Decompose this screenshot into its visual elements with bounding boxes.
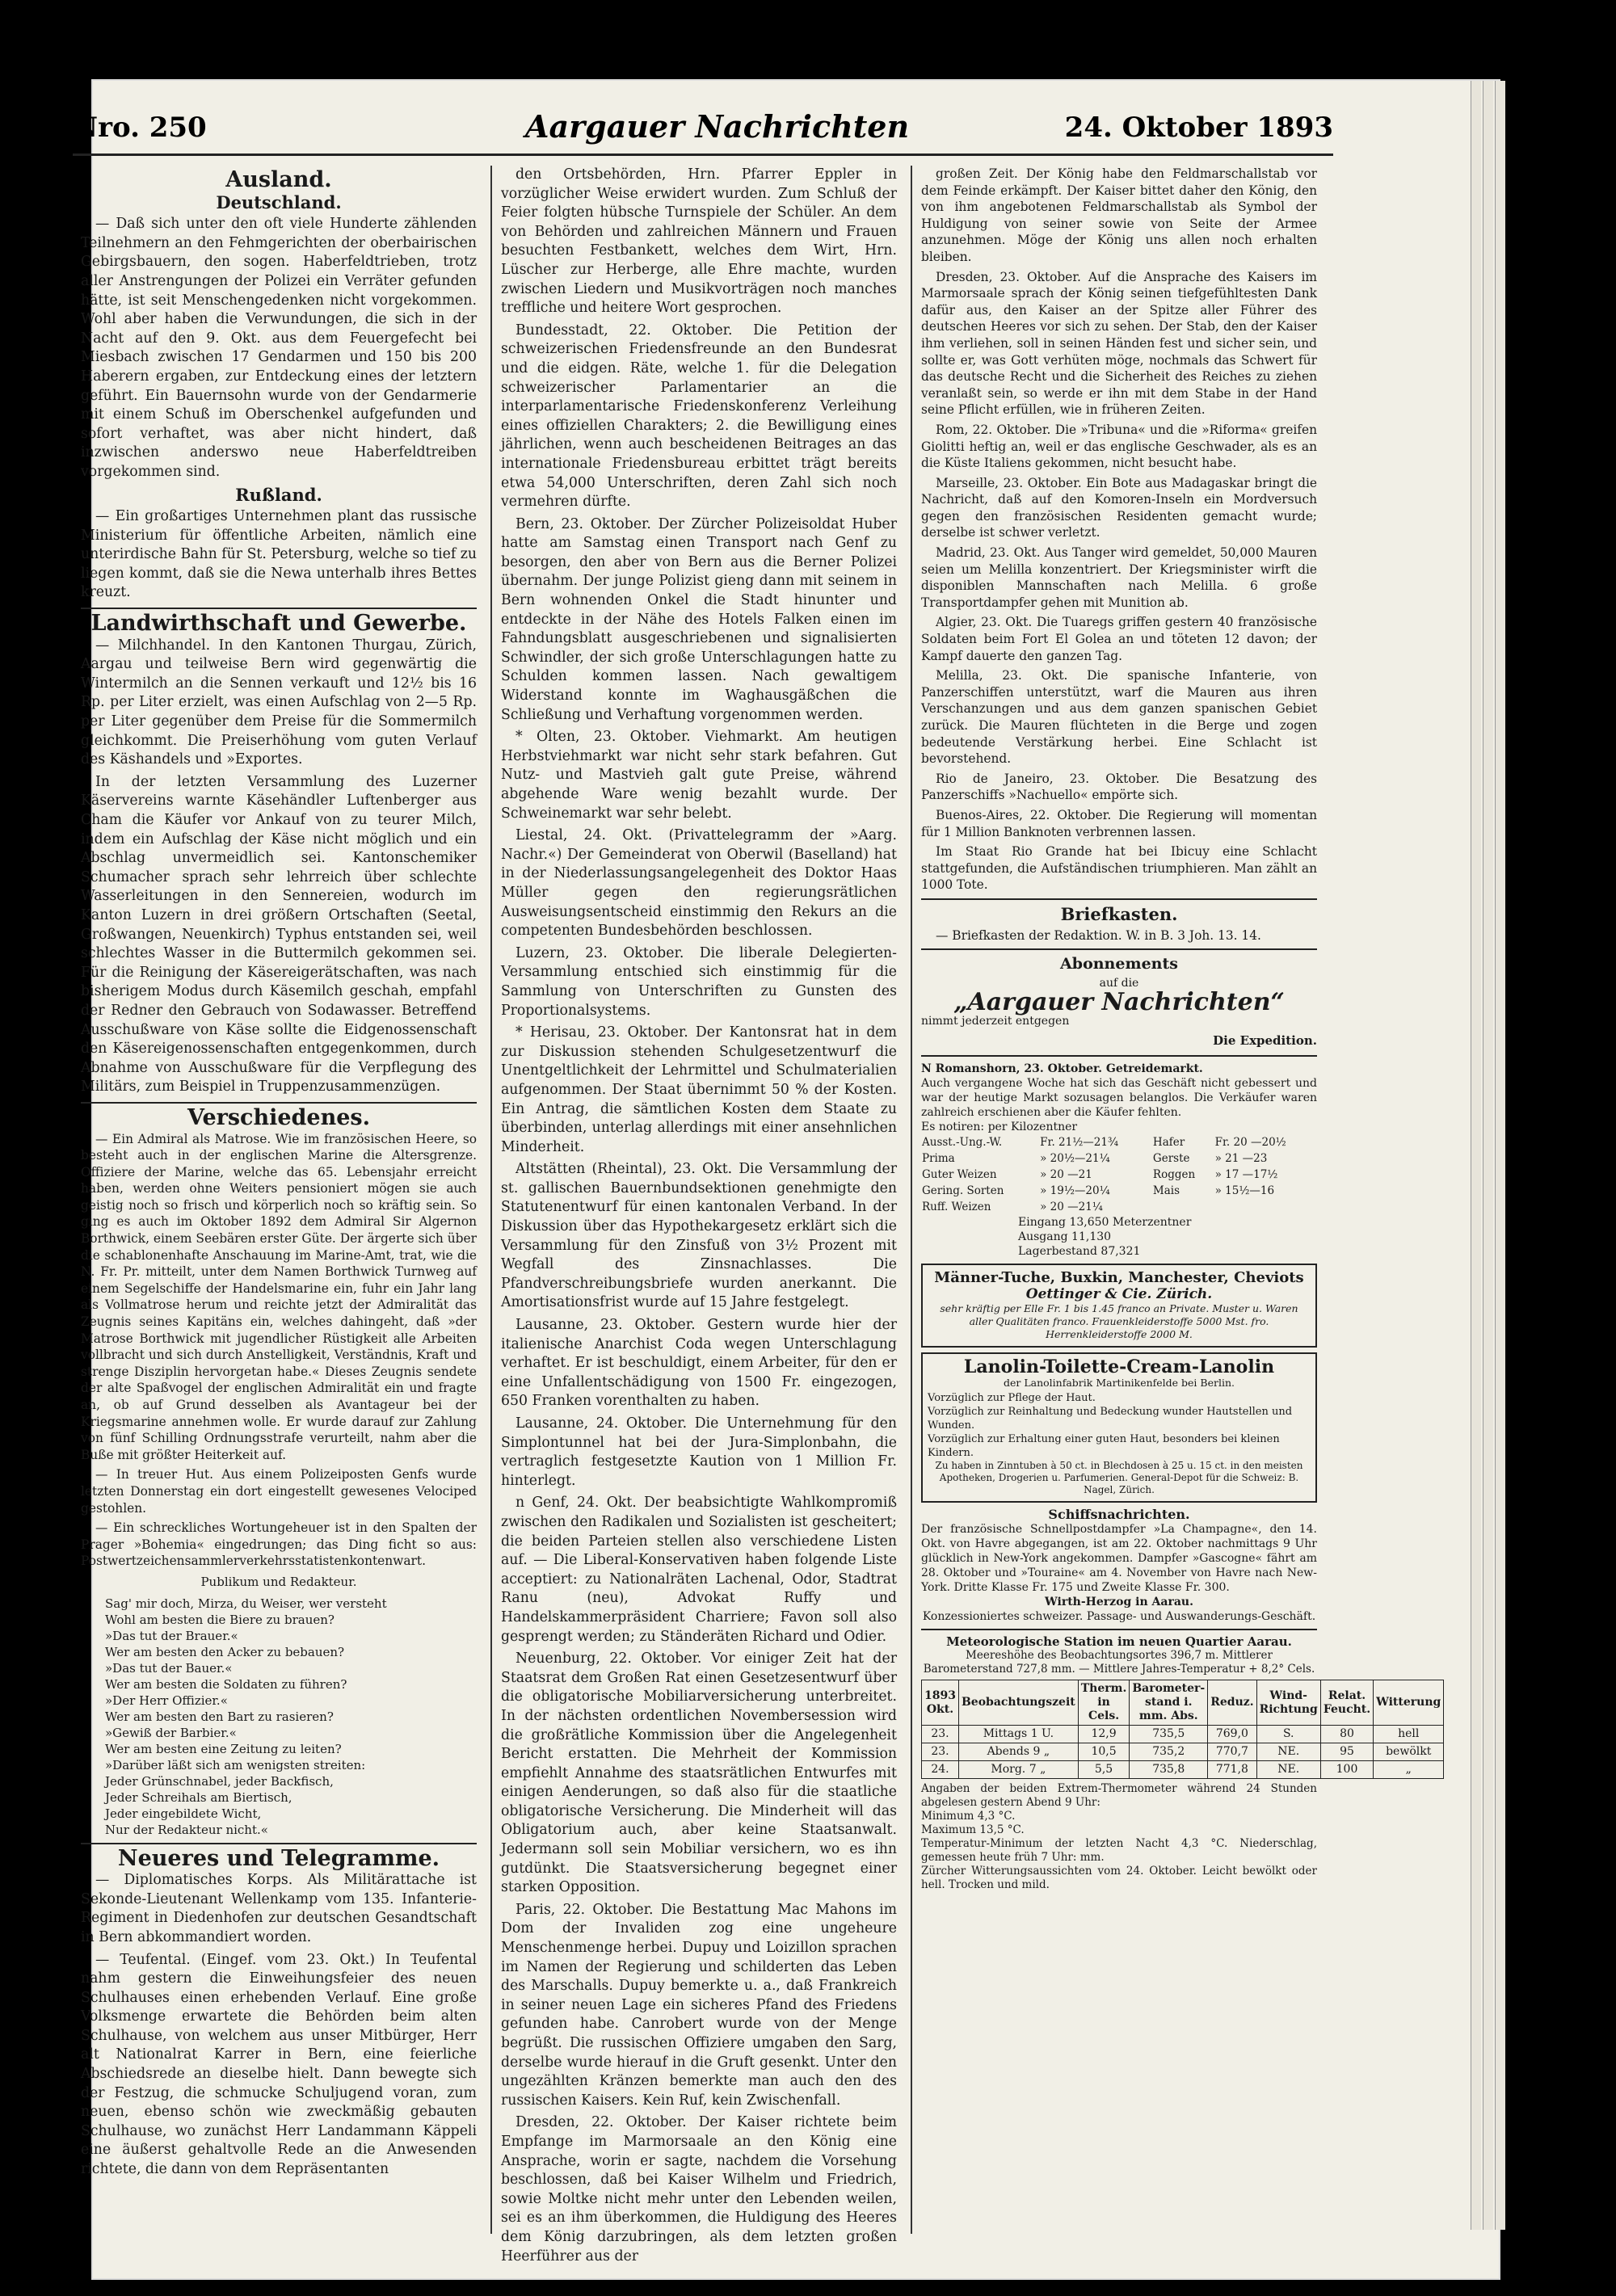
table-row xyxy=(921,1167,1317,1183)
table-row xyxy=(922,1743,1444,1761)
page-edge xyxy=(1483,81,1493,2230)
column-divider xyxy=(490,166,492,2234)
lanolin-line: Vorzüglich zur Reinhaltung und Bedeckung wunder Hautstellen und Wunden. xyxy=(928,1406,1293,1432)
article-paragraph: n Genf, 24. Okt. Der beabsichtigte Wahlkompromiß zwischen den Radikalen und Sozialisten ist gescheitert; die beiden Parteien stellen also verschiedene Listen auf. — Die Liberal-Konservativen haben folgende Liste acceptiert: zu Nationalräten Lachenal, Odor, Stadtrat Ranu (neu), Advokat Ruffy und Handelskammerpräsident Charriere; Favon soll also gesprengt werden; zu Ständeräten Richard und Odier. xyxy=(501,1495,897,1645)
table-row xyxy=(922,1761,1444,1779)
article-paragraph: Dresden, 23. Oktober. Auf die Ansprache des Kaisers im Marmorsaale sprach der König seinen tiefgefühltesten Dank dafür aus, den Kaiser an der Spitze aller Führer des deutschen Heeres vor sich zu sehen. Der Stab, den der Kaiser ihm verliehen, soll in seinen Händen fest und sicher sein, und sollte er, was Gott verhüten möge, nochmals das Schwert für das deutsche Recht und die Sicherheit des Reiches zu ziehen veranlaßt sein, so werde er ihn mit dem Stabe in der Hand seine Pflicht erfüllen, wie in früheren Zeiten. xyxy=(921,269,1317,418)
table-cell: 735,2 xyxy=(1130,1743,1208,1761)
page-edge xyxy=(1495,81,1505,2230)
briefkasten-text: — Briefkasten der Redaktion. W. in B. 3 Joh. 13. 14. xyxy=(936,927,1261,943)
column-header: Barometer-stand i. mm. Abs. xyxy=(1130,1680,1208,1726)
table-cell: Prima xyxy=(922,1152,955,1166)
article-paragraph: Rio de Janeiro, 23. Oktober. Die Besatzung des Panzerschiffs »Nachuello« empörte sich. xyxy=(921,771,1317,803)
markt-total: Lagerbestand 87,321 xyxy=(1018,1245,1141,1259)
article-paragraph: Lausanne, 23. Oktober. Gestern wurde hier der italienische Anarchist Coda wegen Unterschlagung verhaftet. Er ist beschuldigt, einem Arbeiter, für den er eine Unfallentschädigung von 1500 Fr. eingezogen, 650 Franken vorenthalten zu haben. xyxy=(501,1317,897,1410)
article-paragraph: — In treuer Hut. Aus einem Polizeiposten Genfs wurde letzten Donnerstag ein dort eingestellt gewesenes Velociped gestohlen. xyxy=(81,1467,477,1516)
article-paragraph: — Diplomatisches Korps. Als Militärattache ist Sekonde-Lieutenant Wellenkamp vom 135. Infanterie-Regiment in Diedenhofen zur deutschen Gesandtschaft in Bern abkommandiert worden. xyxy=(81,1872,477,1945)
column-divider xyxy=(911,166,912,2234)
meteo-sub: Meereshöhe des Beobachtungsortes 396,7 m. Mittlerer Barometerstand 727,8 mm. — Mittlere Jahres-Temperatur + 8,2° Cels. xyxy=(923,1649,1315,1676)
masthead xyxy=(73,105,1333,156)
article-paragraph: — Ein Admiral als Matrose. Wie im französischen Heere, so besteht auch in der englischen Marine die Altersgrenze. Offiziere der Marine, welche das 65. Lebensjahr erreicht haben, werden ohne Weiters pensioniert mögen sie auch geistig noch so frisch und körperlich noch so kräftig sein. So ging es auch im Oktober 1892 dem Admiral Sir Algernon Borthwick, einem Seebären erster Güte. Der ärgerte sich über die schablonenhafte Anschauung im Marine-Amt, trat, wie die N. Fr. Pr. mitteilt, unter dem Namen Borthwick Turnweg auf einem Segelschiffe der Handelsmarine ein, fuhr ein Jahr lang als Vollmatrose herum und reichte jetzt der Admiralität das Zeugnis seines Kapitäns ein, welches dahingeht, daß »der Matrose Borthwick mit jugendlicher Rüstigkeit alle Arbeiten vollbracht und sich durch Anstelligkeit, Verständnis, Kraft und strenge Disziplin hervorgetan habe.« Dieses Zeugnis sendete der alte Spaßvogel der englischen Admiralität ein und fragte an, ob auf Grund desselben als Avantageur bei der Kriegsmarine annehmen wolle. Er wurde darauf zur Zahlung von fünf Schilling Ordnungsstrafe verurteilt, nahm aber die Buße mit größter Heiterkeit auf. xyxy=(81,1131,477,1462)
article-paragraph: — Milchhandel. In den Kantonen Thurgau, Zürich, Aargau und teilweise Bern wird gegenwärtig die Wintermilch an die Sennen verkauft und 12½ bis 16 Rp. per Liter erzielt, was einen Aufschlag von 2—5 Rp. per Liter gegenüber dem Preise für die Sommermilch gleichkommt. Die Preiserhöhung vom guten Verlauf des Käshandels und »Exportes. xyxy=(81,637,477,768)
lanolin-line: Vorzüglich zur Erhaltung einer guten Haut, besonders bei kleinen Kindern. xyxy=(928,1433,1280,1460)
article-paragraph: Altstätten (Rheintal), 23. Okt. Die Versammlung der st. gallischen Bauernbundsektionen genehmigte den Statutenentwurf für einen kantonalen Verband. In der Diskussion über das Hypothekargesetz erklärt sich die Versammlung für den Zinsfuß von 3½ Prozent mit Wegfall des Zinsnachlasses. Die Pfandverschreibungsbriefe wurden anerkannt. Die Amortisationsfrist wurde auf 15 Jahre festgelegt. xyxy=(501,1161,897,1311)
meteo-foot: Temperatur-Minimum der letzten Nacht 4,3 °C. Niederschlag, gemessen heute früh 7 Uhr: mm. xyxy=(921,1837,1317,1865)
table-cell: Mittags 1 U. xyxy=(958,1726,1078,1743)
section-heading: Landwirthschaft und Gewerbe. xyxy=(90,611,467,637)
column-header: Relat. Feucht. xyxy=(1320,1680,1373,1726)
table-cell: » 20 —21 xyxy=(1040,1168,1092,1182)
issue-date: 24. Oktober 1893 xyxy=(1064,111,1333,144)
abo-sub: auf die xyxy=(1099,976,1139,990)
abo-sign: Die Expedition. xyxy=(1213,1032,1317,1048)
article-paragraph: Liestal, 24. Okt. (Privattelegramm der »Aarg. Nachr.«) Der Gemeinderat von Oberwil (Baselland) hat in der Niederlassungsangelegenheit des Doktor Haas Müller gegen den regierungsrätlichen Ausweisungsentscheid einstimmig den Rekurs an die competenten Bundesbehörden beschlossen. xyxy=(501,827,897,940)
table-cell: Mais xyxy=(1152,1184,1180,1198)
article-paragraph: * Herisau, 23. Oktober. Der Kantonsrat hat in dem zur Diskussion stehenden Schulgesetzentwurf die Unentgeltlichkeit der Lehrmittel und Schulmaterialien aufgenommen. Der Staat übernimmt 50 % der Kosten. Ein Antrag, die sämtlichen Kosten dem Staate zu überbinden, unterlag allerdings mit einer ansehnlichen Minderheit. xyxy=(501,1024,897,1155)
table-cell xyxy=(1214,1199,1317,1215)
table-cell: Roggen xyxy=(1152,1168,1196,1182)
article-paragraph: Neuenburg, 22. Oktober. Vor einiger Zeit hat der Staatsrat dem Großen Rat einen Gesetzesentwurf über die obligatorische Mobiliarversicherung unterbreitet. In der nächsten ordentlichen Novembersession wird die großrätliche Kommission über die Angelegenheit Bericht erstatten. Die Mehrheit der Kommission empfiehlt Annahme des staatsrätlichen Entwurfes mit einigen Aenderungen, so daß also für die staatliche obligatorische Versicherung. Die Minderheit will das Obligatorium auch, aber keine Staatsanwalt. Jedermann soll sein Mobiliar versichern, wo es ihn gutdünkt. Die Staatsversicherung begegnet einer starken Opposition. xyxy=(501,1651,897,1896)
meteo-max: Maximum 13,5 °C. xyxy=(921,1823,1025,1837)
table-cell: Ausst.-Ung.-W. xyxy=(922,1136,1003,1150)
table-cell: 24. xyxy=(922,1761,959,1779)
schiff-heading: Schiffsnachrichten. xyxy=(1048,1507,1190,1523)
table-cell: 735,5 xyxy=(1130,1726,1208,1743)
table-cell: 10,5 xyxy=(1078,1743,1130,1761)
markt-total: Eingang 13,650 Meterzentner xyxy=(1018,1216,1192,1230)
tuch-heading: Männer-Tuche, Buxkin, Manchester, Cheviots xyxy=(934,1269,1304,1287)
divider xyxy=(921,948,1317,950)
article-paragraph: — Daß sich unter den oft viele Hunderte zählenden Teilnehmern an den Fehmgerichten der oberbairischen Gebirgsbauern, den sogen. Haberfeldtrieben, trotz aller Anstrengungen der Polizei ein Verräter gefunden hätte, ist seit Menschengedenken nicht vorgekommen. Wohl aber haben die Verwundungen, die sich in der Nacht auf den 9. Okt. aus dem Feuergefecht bei Miesbach zwischen 17 Gendarmen und 150 bis 200 Haberern ergaben, zur Entdeckung eines der letztern geführt. Ein Bauernsohn wurde von der Gendarmerie mit einem Schuß im Oberschenkel aufgefunden und sofort verhaftet, was aber nicht hindert, daß inzwischen anderswo neue Haberfeldtreiben vorgekommen sind. xyxy=(81,216,477,480)
table-cell: S. xyxy=(1256,1726,1320,1743)
table-cell: » 21 —23 xyxy=(1214,1152,1268,1166)
divider xyxy=(81,1102,477,1104)
column-header: 1893 Okt. xyxy=(922,1680,959,1726)
section-heading: Ausland. xyxy=(225,167,332,192)
divider xyxy=(921,1055,1317,1057)
abo-title: „Aargauer Nachrichten“ xyxy=(953,988,1285,1017)
lanolin-heading: Lanolin-Toilette-Cream-Lanolin xyxy=(963,1356,1275,1378)
abonnement-ad xyxy=(921,955,1317,1050)
tuch-text: sehr kräftig per Elle Fr. 1 bis 1.45 franco an Private. Muster u. Waren aller Qualitäten franco. Frauenkleiderstoffe 5000 Mst. fro. Herrenkleiderstoffe 2000 M. xyxy=(940,1302,1298,1341)
table-cell: Fr. 20 —20½ xyxy=(1214,1136,1286,1150)
table-cell: Ruff. Weizen xyxy=(922,1201,991,1214)
meteo-foot: Angaben der beiden Extrem-Thermometer während 24 Stunden abgelesen gestern Abend 9 Uhr: xyxy=(921,1782,1317,1810)
table-row xyxy=(921,1150,1317,1167)
table-row xyxy=(921,1183,1317,1199)
table-row xyxy=(921,1199,1317,1215)
markt-total: Ausgang 11,130 xyxy=(1018,1230,1112,1244)
table-cell: hell xyxy=(1374,1726,1444,1743)
table-cell: 5,5 xyxy=(1078,1761,1130,1779)
article-paragraph: Buenos-Aires, 22. Oktober. Die Regierung will momentan für 1 Million Banknoten verbrennen lassen. xyxy=(921,807,1317,839)
table-cell: 23. xyxy=(922,1726,959,1743)
column-header: Witterung xyxy=(1374,1680,1444,1726)
column-3 xyxy=(921,166,1441,1892)
table-row xyxy=(922,1726,1444,1743)
article-paragraph: Bern, 23. Oktober. Der Zürcher Polizeisoldat Huber hatte am Samstag einen Transport nach Genf zu besorgen, den aber von Bern aus die Berner Polizei übernahm. Der junge Polizist gieng dann mit seinem in Bern wohnenden Onkel die Stadt hinunter und entdeckte in der Nähe des Hotels Falken einen im Fahndungsblatt ausgeschriebenen und signalisierten Schwindler, der sich große Unterschlagungen hatte zu Schulden kommen lassen. Nach gewaltigem Widerstand konnte im Waghausgäßchen die Schließung und Verhaftung vorgenommen werden. xyxy=(501,515,897,723)
markt-text: Auch vergangene Woche hat sich das Geschäft nicht gebessert und war der heutige Markt sozusagen belanglos. Die Verkäufer waren zahlreich erschienen aber die Käufer fehlten. xyxy=(921,1077,1317,1120)
table-cell: 12,9 xyxy=(1078,1726,1130,1743)
poem-title: Publikum und Redakteur. xyxy=(200,1574,357,1589)
table-cell: Gerste xyxy=(1152,1152,1190,1166)
section-heading: Briefkasten. xyxy=(1060,903,1178,924)
markt-table xyxy=(921,1134,1317,1215)
article-paragraph: Lausanne, 24. Oktober. Die Unternehmung für den Simplontunnel hat bei der Jura-Simplonbahn, die vertraglich festgesetzte Kaution von 1 Million Fr. hinterlegt. xyxy=(501,1415,897,1489)
article-paragraph: — Teufental. (Eingef. vom 23. Okt.) In Teufental nahm gestern die Einweihungsfeier des neuen Schulhauses einen erhebenden Verlauf. Eine große Volksmenge erwartete die Behörden beim alten Schulhause, von welchem aus unser Mitbürger, Herr alt Nationalrat Karrer in Bern, eine feierliche Abschiedsrede an dieselbe hielt. Dann bewegte sich der Festzug, die schmucke Schuljugend voran, zum neuen, ebenso schön wie zweckmäßig gebauten Schulhause, wo zunächst Herr Landammann Käppeli eine äußerst gehaltvolle Rede an die Anwesenden richtete, die dann von dem Repräsentanten xyxy=(81,1951,477,2178)
table-cell xyxy=(1152,1199,1214,1215)
newspaper-title: Aargauer Nachrichten xyxy=(525,108,910,145)
article-paragraph: Im Staat Rio Grande hat bei Ibicuy eine Schlacht stattgefunden, die Aufständischen triumphieren. Man zählt an 1000 Tote. xyxy=(921,844,1317,893)
lanolin-ad xyxy=(921,1352,1317,1503)
table-cell: 770,7 xyxy=(1208,1743,1256,1761)
markt-note: Es notiren: per Kilozentner xyxy=(921,1121,1078,1134)
table-cell: Morg. 7 „ xyxy=(958,1761,1078,1779)
article-paragraph: großen Zeit. Der König habe den Feldmarschallstab vor dem Feinde erkämpft. Der Kaiser bittet daher den König, den von ihm angebotenen Feldmarschallstab als Symbol der Huldigung von seiner sowie von Seite der Armee anzunehmen. Möge der König uns allen noch erhalten bleiben. xyxy=(921,166,1317,264)
markt-heading: N Romanshorn, 23. Oktober. Getreidemarkt. xyxy=(921,1062,1203,1076)
table-cell: bewölkt xyxy=(1374,1743,1444,1761)
schiff-firm2: Konzessioniertes schweizer. Passage- und Auswanderungs-Geschäft. xyxy=(922,1610,1316,1624)
tuch-firm: Oettinger & Cie. Zürich. xyxy=(1025,1286,1213,1303)
table-cell: 95 xyxy=(1320,1743,1373,1761)
column-header: Wind-Richtung xyxy=(1256,1680,1320,1726)
table-cell: » 20 —21¼ xyxy=(1040,1201,1103,1214)
table-cell: 735,8 xyxy=(1130,1761,1208,1779)
table-cell: Abends 9 „ xyxy=(958,1743,1078,1761)
getreidemarkt xyxy=(921,1062,1317,1259)
table-cell: » 17 —17½ xyxy=(1214,1168,1278,1182)
divider xyxy=(921,898,1317,900)
table-cell: 23. xyxy=(922,1743,959,1761)
article-paragraph: Melilla, 23. Okt. Die spanische Infanterie, von Panzerschiffen unterstützt, warf die Mauren aus ihren Verschanzungen und aus dem ganzen spanischen Gebiet zurück. Die Mauren flüchteten in die Berge und zogen bedeutende Verstärkung herbei. Eine Schlacht ist bevorstehend. xyxy=(921,668,1317,767)
lanolin-foot: Zu haben in Zinntuben à 50 ct. in Blechdosen à 25 u. 15 ct. in den meisten Apotheken, Drogerien u. Parfumerien. General-Depot für die Schweiz: B. Nagel, Zürich. xyxy=(935,1460,1303,1496)
table-cell: » 15½—16 xyxy=(1214,1184,1275,1198)
table-cell: » 20½—21¼ xyxy=(1040,1152,1110,1166)
table-cell: Fr. 21½—21¾ xyxy=(1040,1136,1119,1150)
page-edge xyxy=(1471,81,1481,2230)
article-paragraph: Luzern, 23. Oktober. Die liberale Delegierten-Versammlung entschied sich einstimmig für die Sammlung von Unterschriften zu Gunsten des Proportionalsystems. xyxy=(501,944,897,1019)
schiffsnachrichten xyxy=(921,1508,1317,1624)
divider xyxy=(81,608,477,609)
table-cell: Hafer xyxy=(1152,1136,1185,1150)
table-cell: „ xyxy=(1374,1761,1444,1779)
meteo-min: Minimum 4,3 °C. xyxy=(921,1810,1016,1823)
table-row xyxy=(921,1134,1317,1150)
abo-heading: Abonnements xyxy=(1060,955,1178,973)
abo-note: nimmt jederzeit entgegen xyxy=(921,1014,1070,1028)
tuch-ad xyxy=(921,1264,1317,1348)
table-cell: NE. xyxy=(1256,1761,1320,1779)
schiff-text: Der französische Schnellpostdampfer »La Champagne«, den 14. Okt. von Havre abgegangen, ist am 22. Oktober nachmittags 9 Uhr glücklich in New-York angekommen. Dampfer »Gascogne« fährt am 28. Oktober und »Touraine« am 4. November von Havre nach New-York. Dritte Klasse Fr. 175 und Zweite Klasse Fr. 300. xyxy=(921,1523,1317,1595)
section-heading: Neueres und Telegramme. xyxy=(117,1845,440,1871)
divider xyxy=(81,1843,477,1844)
article-paragraph: den Ortsbehörden, Hrn. Pfarrer Eppler in vorzüglicher Weise erwidert wurden. Zum Schluß der Feier folgten hübsche Turnspiele der Schüler. An dem von Behörden und zahlreichen Männern und Frauen besuchten Festbankett, welches dem Wirt, Hrn. Lüscher zur Herberge, alle Ehre machte, wurden zwischen Liedern und Musikvorträgen noch manches treffliche und heitere Wort gesprochen. xyxy=(501,166,897,317)
subsection-heading: Deutschland. xyxy=(216,191,342,212)
table-cell: » 19½—20¼ xyxy=(1040,1184,1110,1198)
poem: Sag' mir doch, Mirza, du Weiser, wer versteht Wohl am besten die Biere zu brauen? »Das tut der Brauer.« Wer am besten den Acker zu bebauen? »Das tut der Bauer.« Wer am besten die Soldaten zu führen? »Der Herr Offizier.« Wer am besten den Bart zu rasieren? »Gewiß der Barbier.« Wer am besten eine Zeitung zu leiten? »Darüber läßt sich am wenigsten streiten: Jeder Grünschnabel, jeder Backfisch, Jeder Schreihals am Biertisch, Jeder eingebildete Wicht, Nur der Redakteur nicht.« xyxy=(105,1596,387,1837)
article-paragraph: Dresden, 22. Oktober. Der Kaiser richtete beim Empfange im Marmorsaale an den König eine Ansprache, worin er sagte, nachdem die Vorsehung beschlossen, daß bei Kaiser Wilhelm und Friedrich, sowie Moltke nicht mehr unter den Lebenden weilen, sei es an ihm überkommen, die Huldigung des Heeres dem König darzubringen, als dem letzten großen Heerführer aus der xyxy=(501,2114,897,2264)
schiff-firm: Wirth-Herzog in Aarau. xyxy=(1045,1596,1193,1609)
meteo-heading: Meteorologische Station im neuen Quartier Aarau. xyxy=(946,1634,1292,1650)
subsection-heading: Rußland. xyxy=(235,484,322,505)
table-cell: 769,0 xyxy=(1208,1726,1256,1743)
column-header: Reduz. xyxy=(1208,1680,1256,1726)
issue-number: Nro. 250 xyxy=(73,111,207,144)
article-paragraph: Paris, 22. Oktober. Die Bestattung Mac Mahons im Dom der Invaliden zog eine ungeheure Menschenmenge herbei. Dupuy und Loizillon sprachen im Namen der Regierung und schilderten das Leben des Marschalls. Dupuy bemerkte u. a., daß Frankreich in seiner neuen Lage ein sicheres Pfand des Friedens gefunden habe. Canrobert wurde von der Menge begrüßt. Die russischen Offiziere umgaben den Sarg, derselbe wurde hierauf in die Gruft gesenkt. Unter den ungezählten Kränzen bemerkte man auch den des russischen Kaisers. Kein Ruf, kein Zwischenfall. xyxy=(501,1901,897,2109)
table-cell: 100 xyxy=(1320,1761,1373,1779)
article-paragraph: Rom, 22. Oktober. Die »Tribuna« und die »Riforma« greifen Giolitti heftig an, weil er das englische Geschwader, als es an die Küste Italiens gekommen, nicht besucht habe. xyxy=(921,422,1317,471)
divider xyxy=(921,1629,1317,1630)
column-2 xyxy=(501,166,897,2269)
article-paragraph: Marseille, 23. Oktober. Ein Bote aus Madagaskar bringt die Nachricht, daß auf den Komoren-Inseln ein Mordversuch gegen den französischen Residenten gemacht wurde; derselbe ist schwer verletzt. xyxy=(921,475,1317,540)
meteo-table xyxy=(921,1680,1444,1779)
meteo-foot: Zürcher Witterungsaussichten vom 24. Oktober. Leicht bewölkt oder hell. Trocken und mild. xyxy=(921,1865,1317,1892)
table-header-row xyxy=(922,1680,1444,1726)
article-paragraph: * Olten, 23. Oktober. Viehmarkt. Am heutigen Herbstviehmarkt war nicht sehr stark befahren. Gut Nutz- und Mastvieh galt gute Preise, während abgehende Ware wenig bezahlt wurde. Der Schweinemarkt war sehr belebt. xyxy=(501,729,897,822)
column-header: Beobachtungszeit xyxy=(958,1680,1078,1726)
meteo-station xyxy=(921,1634,1441,1892)
article-paragraph: Madrid, 23. Okt. Aus Tanger wird gemeldet, 50,000 Mauren seien um Melilla konzentriert. Der Kriegsminister wirft die disponiblen Mannschaften nach Melilla. 6 große Transportdampfer gehen mit Munition ab. xyxy=(921,545,1317,610)
table-cell: 80 xyxy=(1320,1726,1373,1743)
table-cell: Guter Weizen xyxy=(922,1168,997,1182)
lanolin-line: Vorzüglich zur Pflege der Haut. xyxy=(928,1392,1096,1405)
column-1 xyxy=(81,166,477,2183)
article-paragraph: In der letzten Versammlung des Luzerner Käservereins warnte Käsehändler Luftenberger aus Cham die Käufer vor Ankauf von zu teurer Milch, indem ein Aufschlag der Käse nicht möglich und ein Abschlag unvermeidlich sei. Kantonschemiker Schumacher sprach sehr lehrreich über schlechte Wasserleitungen in den Sennereien, wodurch im Kanton Luzern in drei größern Ortschaften (Seetal, Großwangen, Neuenkirch) Typhus entstanden sei, weil schlechtes Wasser in die Buttermilch gekommen sei. Für die Reinigung der Käsereigerätschaften, was nach bisherigem Modus durch Käsemilch geschah, empfahl der Redner den Gebrauch von Sodawasser. Betreffend Ausschußware von Käse sollte die Eidgenossenschaft den Käsereigenossenschaften entgegenkommen, durch Abnahme von Ausschußware für die Verpflegung des Militärs, zum Beispiel in Truppenzusammenzügen. xyxy=(81,773,477,1095)
table-cell: Gering. Sorten xyxy=(922,1184,1004,1198)
article-paragraph: Bundesstadt, 22. Oktober. Die Petition der schweizerischen Friedensfreunde an den Bundesrat und die eidgen. Räte, welche 1. für die Delegation schweizerischer Parlamentarier an die interparlamentarische Friedenskonferenz Verleihung eines offiziellen Charakters; 2. die Bewilligung eines jährlichen, wenn auch bescheidenen Beitrages an das internationale Friedensbureau erbittet trägt bereits etwa 54,000 Unterschriften, deren Zahl sich noch vermehren dürfte. xyxy=(501,322,897,511)
article-paragraph: — Ein schreckliches Wortungeheuer ist in den Spalten der Prager »Bohemia« eingedrungen; das Ding ficht so aus: Postwertzeichensammlerverkehrsstatistenkontenwart. xyxy=(81,1520,477,1569)
table-cell: 771,8 xyxy=(1208,1761,1256,1779)
column-header: Therm. in Cels. xyxy=(1078,1680,1130,1726)
article-paragraph: Algier, 23. Okt. Die Tuaregs griffen gestern 40 französische Soldaten beim Fort El Golea an und töteten 12 davon; der Kampf dauerte den ganzen Tag. xyxy=(921,615,1317,663)
section-heading: Verschiedenes. xyxy=(187,1104,371,1130)
lanolin-sub: der Lanolinfabrik Martinikenfelde bei Berlin. xyxy=(1004,1377,1235,1390)
article-paragraph: — Ein großartiges Unternehmen plant das russische Ministerium für öffentliche Arbeiten, nämlich eine unterirdische Bahn für St. Petersburg, welche so tief zu liegen kommt, daß sie die Newa unterhalb ihres Bettes kreuzt. xyxy=(81,508,477,601)
table-cell: NE. xyxy=(1256,1743,1320,1761)
